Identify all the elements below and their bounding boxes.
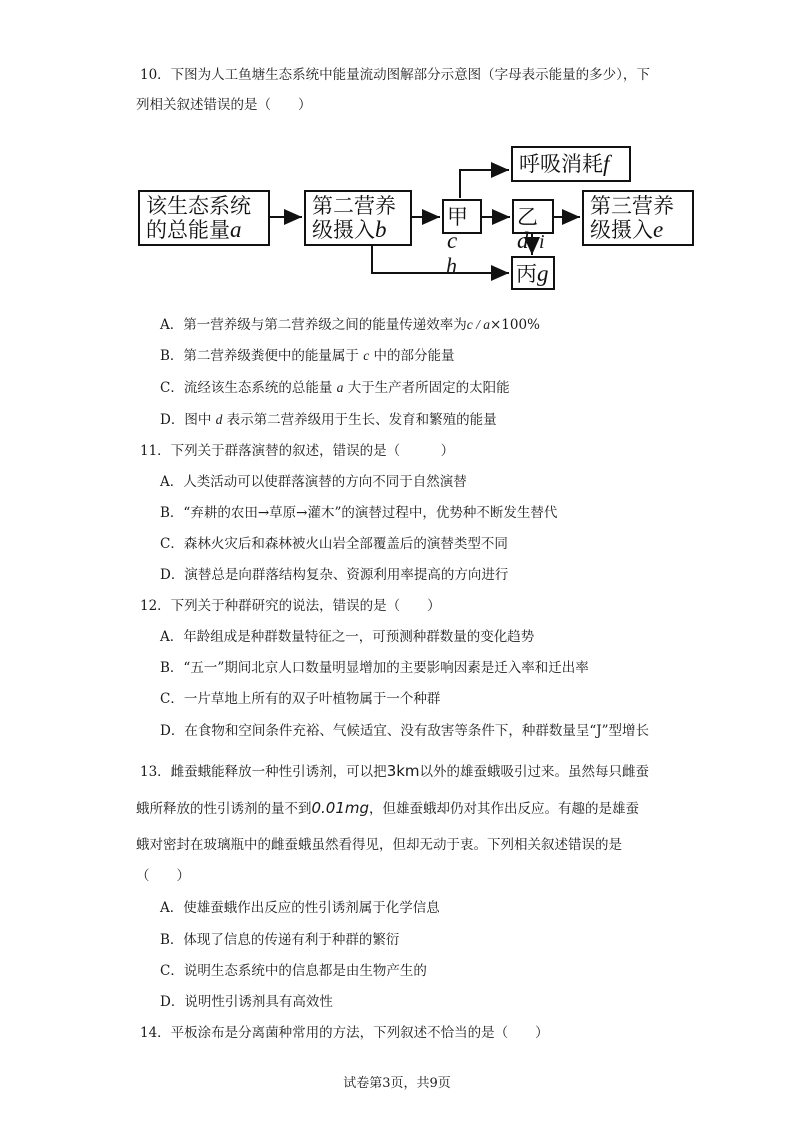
q13-option-a: A．使雄蚕蛾作出反应的性引诱剂属于化学信息: [160, 900, 440, 916]
q10-b-suffix: 中的部分能量: [373, 348, 455, 364]
box-resp-label: 呼吸消耗: [519, 152, 603, 176]
arrow-second-to-bing: [372, 246, 509, 273]
box-yi-label: 乙: [517, 205, 538, 229]
q10-option-d: [160, 411, 497, 429]
q13-amount: 0.01mg: [311, 799, 370, 817]
q13-option-b: B．体现了信息的传递有利于种群的繁衍: [160, 932, 400, 948]
q13-line1-suffix: 以外的雄蚕蛾吸引过来。虽然每只雌蚕: [419, 764, 650, 780]
q13-line1-text: 13．雌蚕蛾能释放一种性引诱剂，可以把: [140, 764, 387, 780]
q10-b-text: B．第二营养级粪便中的能量属于: [160, 348, 359, 364]
q12-option-a: A．年龄组成是种群数量特征之一，可预测种群数量的变化趋势: [160, 629, 535, 645]
q10-stem-line2: 列相关叙述错误的是（ ）: [136, 97, 312, 113]
page-footer: 试卷第3页，共9页: [343, 1076, 451, 1091]
box-total-line2: 的总能量: [146, 218, 230, 242]
q13-stem-line1: [140, 762, 649, 781]
q14-stem: 14．平板涂布是分离菌种常用的方法，下列叙述不恰当的是（ ）: [140, 1025, 549, 1041]
q10-d-suffix: 表示第二营养级用于生长、发育和繁殖的能量: [226, 412, 497, 428]
box-jia: [442, 199, 482, 253]
q10-d-var: d: [215, 412, 223, 427]
q11-option-b: B．“弃耕的农田→草原→灌木”的演替过程中，优势种不断发生替代: [160, 505, 558, 521]
box-respiration: [511, 146, 631, 182]
q12-option-d: D．在食物和空间条件充裕、气候适宜、没有敌害等条件下，种群数量呈“J”型增长: [160, 723, 650, 739]
q10-c-text: C．流经该生态系统的总能量: [160, 380, 333, 396]
box-bing-label: 丙: [516, 262, 537, 286]
q10-stem-line1: 10．下图为人工鱼塘生态系统中能量流动图解部分示意图（字母表示能量的多少），下: [140, 67, 650, 83]
q10-option-c: [160, 379, 510, 397]
q11-option-a: A．人类活动可以使群落演替的方向不同于自然演替: [160, 474, 467, 490]
q11-stem: 11．下列关于群落演替的叙述，错误的是（ ）: [140, 443, 455, 459]
q13-stem-line2: [136, 799, 639, 818]
box-total-energy: [138, 190, 270, 246]
q13-stem-line4: （ ）: [136, 868, 190, 884]
var-e: e: [653, 217, 664, 242]
q13-option-c: C．说明生态系统中的信息都是由生物产生的: [160, 963, 427, 979]
arrow-jia-to-resp: [460, 170, 509, 198]
q10-c-var: a: [336, 380, 344, 395]
box-third-line2: 级摄入: [590, 218, 653, 242]
var-b: b: [375, 217, 387, 242]
var-c: c: [447, 228, 458, 253]
q10-a-text: A．第一营养级与第二营养级之间的能量传递效率为: [160, 317, 467, 333]
box-second-line1: 第二营养: [312, 194, 396, 218]
q10-option-a: [160, 316, 540, 334]
q10-a-formula: c / a: [466, 317, 490, 332]
q13-line2-text: 蛾所释放的性引诱剂的量不到: [136, 801, 312, 817]
box-third-line1: 第三营养: [590, 194, 674, 218]
var-g: g: [537, 261, 549, 286]
q10-option-b: [160, 347, 455, 365]
q12-option-b: B．“五一”期间北京人口数量明显增加的主要影响因素是迁入率和迁出率: [160, 660, 589, 676]
label-i: i: [539, 231, 545, 253]
q12-option-c: C．一片草地上所有的双子叶植物属于一个种群: [160, 691, 441, 707]
box-second-trophic: [304, 190, 412, 246]
energy-flow-diagram: [130, 140, 710, 300]
var-d: d: [517, 228, 529, 253]
var-f: f: [603, 151, 610, 176]
q13-distance: 3km: [386, 762, 420, 780]
label-h: h: [446, 253, 457, 278]
q10-d-text: D．图中: [160, 412, 212, 428]
q10-b-var: c: [363, 348, 370, 363]
box-second-line2: 级摄入: [312, 218, 375, 242]
box-yi: [512, 199, 554, 253]
box-third-trophic: [582, 190, 694, 246]
q13-line2-suffix: ，但雄蚕蛾却仍对其作出反应。有趣的是雄蚕: [369, 801, 640, 817]
q10-c-suffix: 大于生产者所固定的太阳能: [347, 380, 510, 396]
q12-stem: 12．下列关于种群研究的说法，错误的是（ ）: [140, 598, 441, 614]
q13-stem-line3: 蛾对密封在玻璃瓶中的雌蚕蛾虽然看得见，但却无动于衷。下列相关叙述错误的是: [136, 837, 622, 853]
box-jia-label: 甲: [447, 205, 468, 229]
q10-a-suffix: ×100%: [490, 317, 540, 333]
box-total-line1: 该生态系统: [146, 194, 251, 218]
var-a: a: [230, 217, 242, 242]
q11-option-c: C．森林火灾后和森林被火山岩全部覆盖后的演替类型不同: [160, 536, 508, 552]
q11-option-d: D．演替总是向群落结构复杂、资源利用率提高的方向进行: [160, 567, 509, 583]
box-bing: [511, 256, 555, 290]
q13-option-d: D．说明性引诱剂具有高效性: [160, 994, 333, 1010]
